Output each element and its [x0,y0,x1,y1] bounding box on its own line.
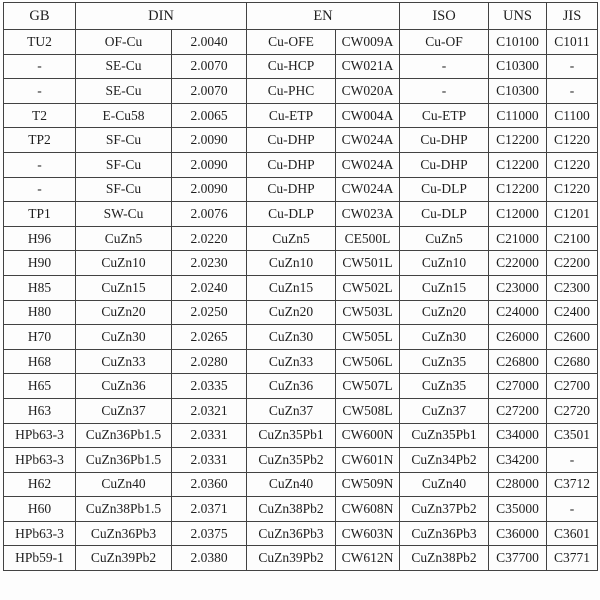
table-cell: TP2 [4,128,76,153]
table-cell: CuZn20 [76,300,172,325]
header-row [4,3,598,30]
table-cell: C26000 [489,325,547,350]
table-cell: C2680 [547,349,598,374]
table-row [4,103,598,128]
table-cell: CuZn30 [76,325,172,350]
table-cell: C3712 [547,472,598,497]
table-cell: Cu-DHP [247,128,336,153]
table-cell: 2.0220 [172,226,247,251]
table-cell: Cu-DLP [400,177,489,202]
table-row [4,374,598,399]
table-cell: C11000 [489,103,547,128]
table-cell: H90 [4,251,76,276]
table-cell: HPb59-1 [4,546,76,571]
table-cell: 2.0090 [172,128,247,153]
table-row [4,349,598,374]
table-cell: C3771 [547,546,598,571]
table-cell: Cu-PHC [247,79,336,104]
table-cell: 2.0335 [172,374,247,399]
table-cell: 2.0076 [172,202,247,227]
table-row [4,202,598,227]
table-cell: C35000 [489,497,547,522]
table-cell: H63 [4,398,76,423]
table-cell: 2.0230 [172,251,247,276]
copper-alloy-standards-table [3,2,598,571]
table-cell: T2 [4,103,76,128]
table-cell: Cu-ETP [247,103,336,128]
table-cell: CW508L [336,398,400,423]
table-cell: 2.0265 [172,325,247,350]
table-cell: CuZn37 [247,398,336,423]
table-cell: C2100 [547,226,598,251]
table-cell: C27200 [489,398,547,423]
table-cell: CuZn37 [76,398,172,423]
table-cell: CW506L [336,349,400,374]
table-cell: H85 [4,275,76,300]
table-cell: OF-Cu [76,30,172,55]
table-cell: SF-Cu [76,177,172,202]
table-cell: C10300 [489,54,547,79]
table-cell: 2.0070 [172,79,247,104]
table-row [4,521,598,546]
table-cell: - [400,54,489,79]
table-cell: CuZn36Pb3 [400,521,489,546]
table-cell: CW009A [336,30,400,55]
table-cell: Cu-OFE [247,30,336,55]
table-cell: CuZn10 [247,251,336,276]
table-cell: 2.0331 [172,448,247,473]
table-cell: HPb63-3 [4,448,76,473]
table-cell: SE-Cu [76,54,172,79]
table-row [4,398,598,423]
table-cell: CuZn39Pb2 [76,546,172,571]
table-cell: C28000 [489,472,547,497]
table-cell: CW505L [336,325,400,350]
table-cell: Cu-HCP [247,54,336,79]
table-cell: HPb63-3 [4,521,76,546]
table-row [4,497,598,522]
table-cell: - [547,497,598,522]
table-cell: C12200 [489,128,547,153]
col-header-jis: JIS [547,3,598,30]
table-cell: CuZn5 [400,226,489,251]
table-cell: H68 [4,349,76,374]
table-row [4,226,598,251]
table-cell: - [4,177,76,202]
table-cell: CuZn15 [247,275,336,300]
table-cell: CuZn35Pb1 [247,423,336,448]
table-cell: CW021A [336,54,400,79]
table-cell: CW503L [336,300,400,325]
table-cell: C12200 [489,177,547,202]
table-cell: CuZn15 [76,275,172,300]
table-cell: CW603N [336,521,400,546]
table-cell: CuZn10 [400,251,489,276]
table-cell: Cu-DHP [247,152,336,177]
table-cell: CuZn35 [400,374,489,399]
table-cell: 2.0380 [172,546,247,571]
col-header-gb: GB [4,3,76,30]
table-cell: C22000 [489,251,547,276]
table-cell: - [4,152,76,177]
table-cell: CW501L [336,251,400,276]
table-cell: CuZn30 [400,325,489,350]
table-cell: SF-Cu [76,128,172,153]
table-cell: - [4,79,76,104]
table-cell: - [400,79,489,104]
table-cell: 2.0250 [172,300,247,325]
table-cell: CW507L [336,374,400,399]
table-row [4,152,598,177]
table-cell: CuZn37Pb2 [400,497,489,522]
table-cell: C23000 [489,275,547,300]
table-row [4,275,598,300]
table-cell: C1201 [547,202,598,227]
table-cell: C34000 [489,423,547,448]
table-cell: CuZn36Pb3 [247,521,336,546]
table-cell: 2.0090 [172,177,247,202]
table-cell: CuZn40 [400,472,489,497]
table-cell: CuZn36Pb1.5 [76,423,172,448]
table-cell: CuZn35Pb1 [400,423,489,448]
table-cell: 2.0371 [172,497,247,522]
table-row [4,423,598,448]
table-cell: 2.0070 [172,54,247,79]
table-cell: CW612N [336,546,400,571]
table-row [4,448,598,473]
col-header-din: DIN [76,3,247,30]
table-cell: C1220 [547,177,598,202]
table-body [4,30,598,571]
table-cell: CW601N [336,448,400,473]
table-cell: HPb63-3 [4,423,76,448]
table-cell: CuZn33 [76,349,172,374]
table-cell: CuZn5 [76,226,172,251]
table-cell: H60 [4,497,76,522]
table-cell: Cu-DHP [400,152,489,177]
table-cell: CuZn36Pb1.5 [76,448,172,473]
table-header [4,3,598,30]
table-cell: CuZn38Pb2 [247,497,336,522]
table-cell: CuZn40 [247,472,336,497]
table-row [4,54,598,79]
table-cell: C10300 [489,79,547,104]
table-cell: Cu-DLP [400,202,489,227]
col-header-en: EN [247,3,400,30]
table-cell: C36000 [489,521,547,546]
table-cell: 2.0240 [172,275,247,300]
table-cell: C12000 [489,202,547,227]
table-cell: SE-Cu [76,79,172,104]
table-cell: H62 [4,472,76,497]
table-cell: H70 [4,325,76,350]
table-cell: C2300 [547,275,598,300]
table-cell: CW600N [336,423,400,448]
table-cell: SF-Cu [76,152,172,177]
table-cell: CuZn35 [400,349,489,374]
table-cell: 2.0280 [172,349,247,374]
table-row [4,30,598,55]
table-cell: CuZn40 [76,472,172,497]
table-cell: H65 [4,374,76,399]
table-cell: CuZn10 [76,251,172,276]
table-cell: CuZn36 [76,374,172,399]
table-cell: C24000 [489,300,547,325]
table-cell: CW004A [336,103,400,128]
table-cell: C3501 [547,423,598,448]
table-cell: CuZn15 [400,275,489,300]
table-cell: C1011 [547,30,598,55]
table-cell: - [547,54,598,79]
table-cell: CuZn20 [247,300,336,325]
table-cell: C34200 [489,448,547,473]
table-cell: E-Cu58 [76,103,172,128]
table-row [4,325,598,350]
table-cell: CuZn38Pb2 [400,546,489,571]
table-cell: CE500L [336,226,400,251]
table-cell: CuZn39Pb2 [247,546,336,571]
table-cell: CW020A [336,79,400,104]
table-cell: Cu-ETP [400,103,489,128]
table-cell: SW-Cu [76,202,172,227]
table-cell: C2200 [547,251,598,276]
table-cell: CuZn36 [247,374,336,399]
col-header-uns: UNS [489,3,547,30]
table-cell: TP1 [4,202,76,227]
table-cell: C2700 [547,374,598,399]
table-cell: H80 [4,300,76,325]
table-row [4,251,598,276]
table-row [4,79,598,104]
table-cell: H96 [4,226,76,251]
table-cell: Cu-DLP [247,202,336,227]
table-cell: CW024A [336,177,400,202]
table-cell: CuZn34Pb2 [400,448,489,473]
table-cell: C2400 [547,300,598,325]
table-cell: C1220 [547,152,598,177]
table-row [4,128,598,153]
table-cell: CW608N [336,497,400,522]
table-row [4,300,598,325]
table-cell: C1220 [547,128,598,153]
table-cell: 2.0040 [172,30,247,55]
table-cell: Cu-OF [400,30,489,55]
table-cell: C2720 [547,398,598,423]
table-row [4,177,598,202]
table-cell: C10100 [489,30,547,55]
table-cell: CuZn36Pb3 [76,521,172,546]
table-cell: CuZn20 [400,300,489,325]
table-cell: C37700 [489,546,547,571]
table-cell: CuZn38Pb1.5 [76,497,172,522]
table-cell: 2.0331 [172,423,247,448]
table-cell: - [547,448,598,473]
table-cell: CuZn33 [247,349,336,374]
table-cell: Cu-DHP [400,128,489,153]
table-cell: CuZn30 [247,325,336,350]
table-cell: CW024A [336,128,400,153]
table-cell: 2.0360 [172,472,247,497]
table-cell: - [547,79,598,104]
table-cell: C26800 [489,349,547,374]
table-cell: C21000 [489,226,547,251]
table-cell: CW023A [336,202,400,227]
table-cell: CuZn5 [247,226,336,251]
table-cell: 2.0090 [172,152,247,177]
table-cell: CW024A [336,152,400,177]
col-header-iso: ISO [400,3,489,30]
table-cell: C12200 [489,152,547,177]
table-cell: C2600 [547,325,598,350]
table-cell: TU2 [4,30,76,55]
table-cell: Cu-DHP [247,177,336,202]
table-cell: CuZn37 [400,398,489,423]
table-cell: CW502L [336,275,400,300]
table-cell: 2.0065 [172,103,247,128]
table-cell: C27000 [489,374,547,399]
table-cell: - [4,54,76,79]
table-cell: C3601 [547,521,598,546]
table-row [4,472,598,497]
table-cell: 2.0375 [172,521,247,546]
table-cell: CuZn35Pb2 [247,448,336,473]
table-cell: 2.0321 [172,398,247,423]
table-cell: C1100 [547,103,598,128]
table-cell: CW509N [336,472,400,497]
table-row [4,546,598,571]
